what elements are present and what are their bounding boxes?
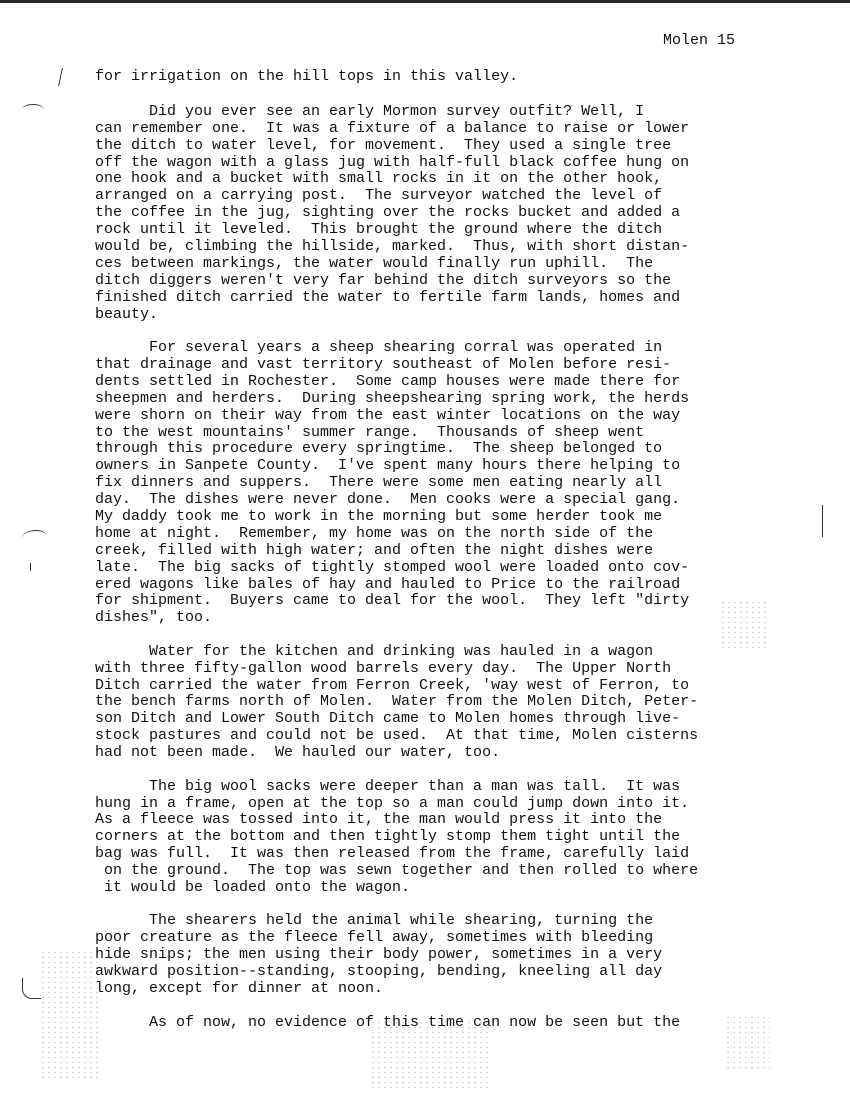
text-line: that drainage and vast territory southeast of Molen before resi- xyxy=(95,355,672,373)
text-line: As of now, no evidence of this time can now be seen but the xyxy=(95,1013,681,1031)
text-line: dents settled in Rochester. Some camp houses were made there for xyxy=(95,372,681,390)
margin-mark-arc-1 xyxy=(22,104,44,115)
text-line: it would be loaded onto the wagon. xyxy=(95,878,411,896)
text-line: can remember one. It was a fixture of a balance to raise or lower xyxy=(95,119,690,137)
text-line: for shipment. Buyers came to deal for the wool. They left "dirty xyxy=(95,592,690,610)
text-line: My daddy took me to work in the morning but some herder took me xyxy=(95,507,663,525)
paragraph-6 xyxy=(95,913,765,997)
text-line: the bench farms north of Molen. Water from the Molen Ditch, Peter- xyxy=(95,693,699,711)
text-line: late. The big sacks of tightly stomped wool were loaded onto cov- xyxy=(95,558,690,576)
margin-mark-top xyxy=(58,68,67,86)
text-line: arranged on a carrying post. The surveyor watched the level of xyxy=(95,187,663,205)
text-line: would be, climbing the hillside, marked. Thus, with short distan- xyxy=(95,238,690,256)
paragraph-3 xyxy=(95,340,765,627)
text-line: bag was full. It was then released from the frame, carefully laid xyxy=(95,845,690,863)
text-line: the ditch to water level, for movement. They used a single tree xyxy=(95,136,672,154)
text-line: Did you ever see an early Mormon survey outfit? Well, I xyxy=(95,102,645,120)
scan-noise-right-1 xyxy=(720,600,770,650)
margin-mark-arc-2 xyxy=(22,530,46,543)
text-line: through this procedure every springtime. The sheep belonged to xyxy=(95,440,663,458)
text-line: ces between markings, the water would finally run uphill. The xyxy=(95,254,654,272)
text-line: beauty. xyxy=(95,305,159,323)
text-line: for irrigation on the hill tops in this valley. xyxy=(95,68,519,85)
text-line: day. The dishes were never done. Men cooks were a special gang. xyxy=(95,491,681,509)
text-line: ditch diggers weren't very far behind the ditch surveyors so the xyxy=(95,271,672,289)
text-line: home at night. Remember, my home was on the north side of the xyxy=(95,524,654,542)
text-line: poor creature as the fleece fell away, sometimes with bleeding xyxy=(95,929,654,947)
text-line: stock pastures and could not be used. At that time, Molen cisterns xyxy=(95,727,699,745)
text-line: the coffee in the jug, sighting over the rocks bucket and added a xyxy=(95,204,681,222)
text-line: rock until it leveled. This brought the ground where the ditch xyxy=(95,221,663,239)
paragraph-4 xyxy=(95,644,765,762)
scan-noise-right-2 xyxy=(725,1015,770,1070)
text-line: son Ditch and Lower South Ditch came to Molen homes through live- xyxy=(95,710,681,728)
text-line: corners at the bottom and then tightly stomp them tight until the xyxy=(95,828,681,846)
margin-mark-tick xyxy=(30,563,37,571)
paragraph-1 xyxy=(95,69,765,86)
text-line: The big wool sacks were deeper than a man was tall. It was xyxy=(95,777,681,795)
paragraph-5 xyxy=(95,779,765,897)
text-line: hung in a frame, open at the top so a man could jump down into it. xyxy=(95,794,690,812)
paragraph-2 xyxy=(95,104,765,324)
margin-mark-bracket xyxy=(22,978,41,999)
right-edge-mark xyxy=(822,505,824,537)
text-line: The shearers held the animal while shearing, turning the xyxy=(95,912,654,930)
text-line: As a fleece was tossed into it, the man would press it into the xyxy=(95,811,663,829)
document-body xyxy=(95,69,765,1048)
text-line: creek, filled with high water; and often the night dishes were xyxy=(95,541,654,559)
text-line: were shorn on their way from the east winter locations on the way xyxy=(95,406,681,424)
text-line: long, except for dinner at noon. xyxy=(95,980,384,998)
text-line: awkward position--standing, stooping, bending, kneeling all day xyxy=(95,963,663,981)
text-line: with three fifty-gallon wood barrels every day. The Upper North xyxy=(95,659,672,677)
text-line: Ditch carried the water from Ferron Creek, 'way west of Ferron, to xyxy=(95,676,690,694)
text-line: owners in Sanpete County. I've spent many hours there helping to xyxy=(95,457,681,475)
text-line: to the west mountains' summer range. Thousands of sheep went xyxy=(95,423,645,441)
text-line: on the ground. The top was sewn together and then rolled to where xyxy=(95,862,699,880)
page-number-header: Molen 15 xyxy=(663,32,736,49)
text-line: had not been made. We hauled our water, too. xyxy=(95,744,501,762)
text-line: sheepmen and herders. During sheepshearing spring work, the herds xyxy=(95,389,690,407)
scan-noise-left xyxy=(40,950,100,1080)
text-line: ered wagons like bales of hay and hauled to Price to the railroad xyxy=(95,575,681,593)
text-line: dishes", too. xyxy=(95,609,213,627)
text-line: For several years a sheep shearing corral was operated in xyxy=(95,339,663,357)
scan-top-edge xyxy=(0,0,850,3)
scan-noise-bottom xyxy=(370,1020,490,1090)
text-line: hide snips; the men using their body power, sometimes in a very xyxy=(95,946,663,964)
text-line: finished ditch carried the water to fertile farm lands, homes and xyxy=(95,288,681,306)
text-line: fix dinners and suppers. There were some men eating nearly all xyxy=(95,474,663,492)
text-line: one hook and a bucket with small rocks in it on the other hook, xyxy=(95,170,663,188)
text-line: Water for the kitchen and drinking was hauled in a wagon xyxy=(95,642,654,660)
text-line: off the wagon with a glass jug with half-full black coffee hung on xyxy=(95,153,690,171)
